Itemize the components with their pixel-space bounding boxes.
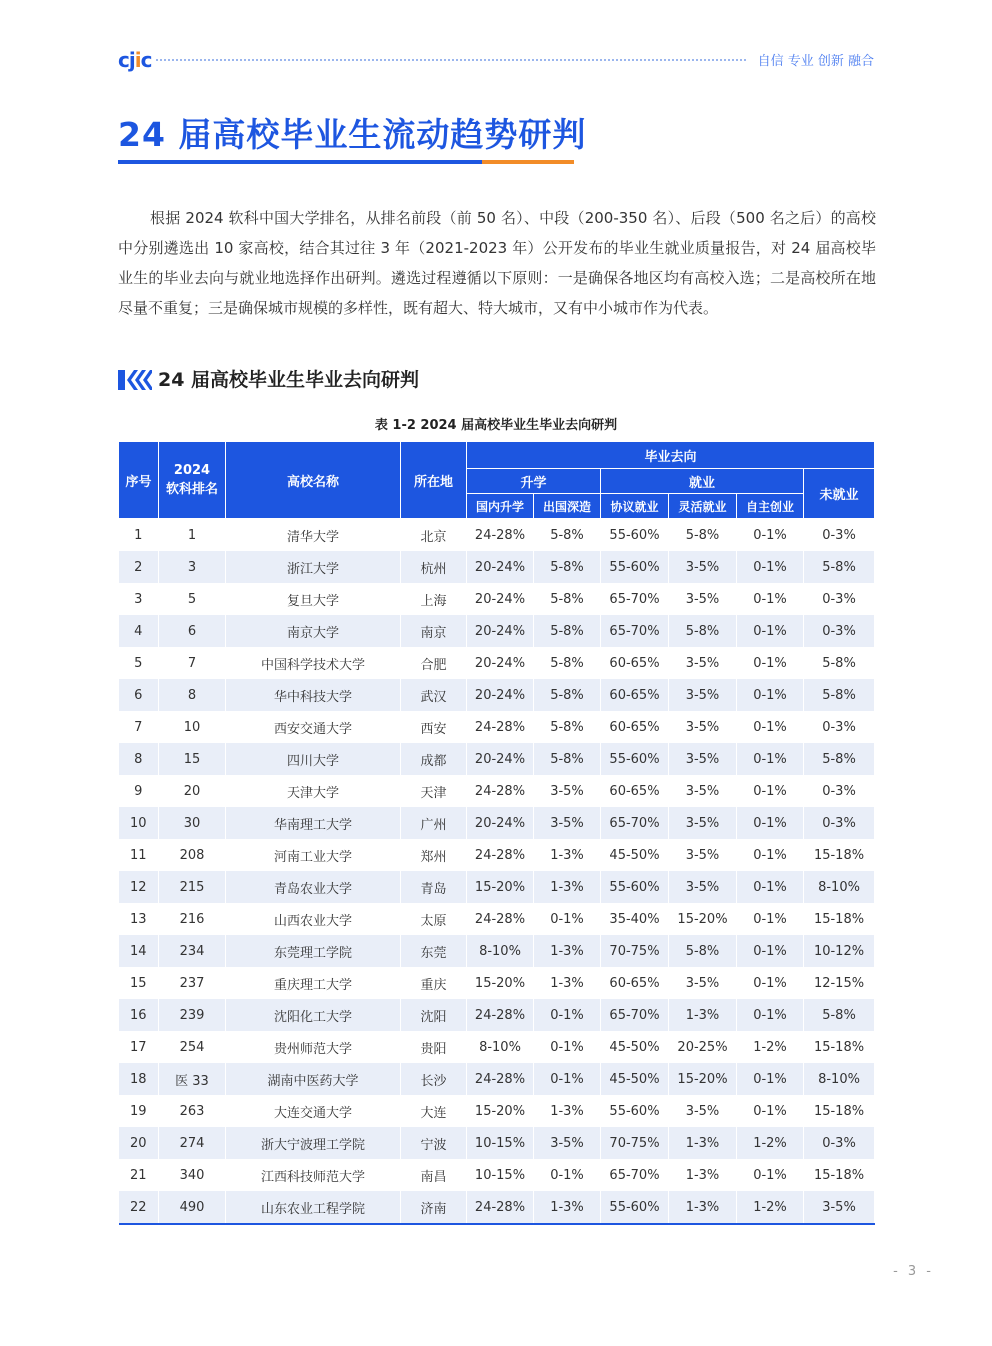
cell-location: 青岛 (401, 871, 467, 903)
cell-self-employed: 0-1% (737, 807, 804, 839)
cell-unemployed: 0-3% (804, 775, 875, 807)
cell-contract: 45-50% (601, 1031, 669, 1063)
cell-index: 10 (119, 807, 159, 839)
cell-rank: 208 (159, 839, 226, 871)
table-row (119, 647, 875, 679)
table-row (119, 1063, 875, 1095)
cell-domestic: 24-28% (467, 999, 534, 1031)
cell-school: 重庆理工大学 (226, 967, 401, 999)
header-rank-line1: 2024 (173, 463, 211, 478)
cell-self-employed: 0-1% (737, 647, 804, 679)
page-title-block (118, 112, 586, 158)
cell-index: 15 (119, 967, 159, 999)
cell-unemployed: 8-10% (804, 1063, 875, 1095)
table-row (119, 807, 875, 839)
cell-school: 山西农业大学 (226, 903, 401, 935)
cell-school: 中国科学技术大学 (226, 647, 401, 679)
cell-location: 长沙 (401, 1063, 467, 1095)
cell-abroad: 0-1% (534, 1063, 601, 1095)
cell-contract: 60-65% (601, 775, 669, 807)
cell-abroad: 0-1% (534, 1159, 601, 1191)
cell-unemployed: 15-18% (804, 1159, 875, 1191)
cell-rank: 254 (159, 1031, 226, 1063)
cell-domestic: 20-24% (467, 551, 534, 583)
cell-domestic: 15-20% (467, 871, 534, 903)
cell-unemployed: 5-8% (804, 551, 875, 583)
header-further-study: 升学 (467, 469, 601, 494)
cell-rank: 490 (159, 1191, 226, 1224)
cell-rank: 216 (159, 903, 226, 935)
cell-rank: 239 (159, 999, 226, 1031)
cell-school: 东莞理工学院 (226, 935, 401, 967)
table-row (119, 551, 875, 583)
cell-contract: 60-65% (601, 711, 669, 743)
cell-abroad: 3-5% (534, 807, 601, 839)
cell-contract: 55-60% (601, 1191, 669, 1224)
cell-domestic: 10-15% (467, 1159, 534, 1191)
cell-flexible: 3-5% (669, 775, 737, 807)
cell-flexible: 3-5% (669, 679, 737, 711)
header-destination: 毕业去向 (467, 442, 875, 469)
cell-school: 浙江大学 (226, 551, 401, 583)
cell-index: 2 (119, 551, 159, 583)
cell-contract: 65-70% (601, 807, 669, 839)
cell-location: 大连 (401, 1095, 467, 1127)
cell-flexible: 3-5% (669, 743, 737, 775)
header-location: 所在地 (401, 442, 467, 519)
table-row (119, 935, 875, 967)
cell-self-employed: 0-1% (737, 871, 804, 903)
cell-flexible: 3-5% (669, 967, 737, 999)
cell-contract: 55-60% (601, 743, 669, 775)
table-caption: 表 1-2 2024 届高校毕业生毕业去向研判 (374, 418, 618, 433)
cell-rank: 274 (159, 1127, 226, 1159)
cell-unemployed: 10-12% (804, 935, 875, 967)
cell-flexible: 5-8% (669, 935, 737, 967)
table-row (119, 999, 875, 1031)
cell-school: 沈阳化工大学 (226, 999, 401, 1031)
cell-rank: 医 33 (159, 1063, 226, 1095)
cell-location: 太原 (401, 903, 467, 935)
cell-flexible: 3-5% (669, 647, 737, 679)
cell-contract: 60-65% (601, 679, 669, 711)
cell-location: 济南 (401, 1191, 467, 1224)
table-row (119, 1127, 875, 1159)
cell-rank: 340 (159, 1159, 226, 1191)
cell-index: 7 (119, 711, 159, 743)
cell-flexible: 15-20% (669, 903, 737, 935)
cell-index: 17 (119, 1031, 159, 1063)
cell-contract: 65-70% (601, 1159, 669, 1191)
cell-abroad: 3-5% (534, 775, 601, 807)
cell-domestic: 24-28% (467, 519, 534, 552)
cell-contract: 55-60% (601, 1095, 669, 1127)
cell-school: 大连交通大学 (226, 1095, 401, 1127)
cell-abroad: 0-1% (534, 1031, 601, 1063)
table-row (119, 903, 875, 935)
cell-unemployed: 0-3% (804, 519, 875, 552)
cell-school: 青岛农业大学 (226, 871, 401, 903)
cell-location: 上海 (401, 583, 467, 615)
cell-self-employed: 0-1% (737, 903, 804, 935)
cell-location: 杭州 (401, 551, 467, 583)
header-unemployed: 未就业 (804, 469, 875, 519)
cell-unemployed: 0-3% (804, 807, 875, 839)
cell-abroad: 0-1% (534, 999, 601, 1031)
cell-school: 山东农业工程学院 (226, 1191, 401, 1224)
header-employment: 就业 (601, 469, 804, 494)
cell-abroad: 1-3% (534, 871, 601, 903)
cell-unemployed: 5-8% (804, 679, 875, 711)
cell-rank: 10 (159, 711, 226, 743)
cell-abroad: 5-8% (534, 679, 601, 711)
cell-rank: 8 (159, 679, 226, 711)
table-row (119, 871, 875, 903)
cell-abroad: 1-3% (534, 1191, 601, 1224)
cell-rank: 1 (159, 519, 226, 552)
cell-index: 14 (119, 935, 159, 967)
triple-chevron-icon (118, 370, 152, 390)
header-rank (159, 442, 226, 519)
cell-unemployed: 15-18% (804, 1031, 875, 1063)
cell-location: 宁波 (401, 1127, 467, 1159)
cell-rank: 5 (159, 583, 226, 615)
cell-domestic: 20-24% (467, 615, 534, 647)
intro-paragraph: 根据 2024 软科中国大学排名，从排名前段（前 50 名）、中段（200-350 名）、后段（500 名之后）的高校中分别遴选出 10 家高校，结合其过往 3 年（2021-2023 年）公开发布的毕业生就业质量报告，对 24 届高校毕业生的毕业去向与就业地选择作出研判。遴选过程遵循以下原则：一是确保各地区均有高校入选；二是高校所在地尽量不重复；三是确保城市规模的多样性，既有超大、特大城市，又有中小城市作为代表。 (118, 209, 876, 317)
cell-contract: 65-70% (601, 999, 669, 1031)
cell-contract: 55-60% (601, 871, 669, 903)
header-flexible: 灵活就业 (669, 494, 737, 519)
cell-self-employed: 1-2% (737, 1191, 804, 1224)
cell-abroad: 5-8% (534, 647, 601, 679)
table-row (119, 743, 875, 775)
cell-unemployed: 0-3% (804, 711, 875, 743)
cell-domestic: 24-28% (467, 775, 534, 807)
table-row (119, 615, 875, 647)
cell-school: 四川大学 (226, 743, 401, 775)
cell-flexible: 3-5% (669, 1095, 737, 1127)
cell-flexible: 3-5% (669, 839, 737, 871)
table-row (119, 711, 875, 743)
cell-unemployed: 0-3% (804, 1127, 875, 1159)
cell-domestic: 24-28% (467, 1191, 534, 1224)
cell-school: 清华大学 (226, 519, 401, 552)
cell-self-employed: 0-1% (737, 1095, 804, 1127)
cell-contract: 65-70% (601, 583, 669, 615)
cell-location: 沈阳 (401, 999, 467, 1031)
section-title: 24 届高校毕业生毕业去向研判 (158, 369, 420, 391)
cell-location: 南京 (401, 615, 467, 647)
table-row (119, 1159, 875, 1191)
cell-abroad: 5-8% (534, 519, 601, 552)
cell-location: 贵阳 (401, 1031, 467, 1063)
cell-flexible: 1-3% (669, 1159, 737, 1191)
page-title: 24 届高校毕业生流动趋势研判 (118, 115, 587, 154)
cell-school: 河南工业大学 (226, 839, 401, 871)
cell-rank: 237 (159, 967, 226, 999)
cell-domestic: 24-28% (467, 839, 534, 871)
cell-contract: 35-40% (601, 903, 669, 935)
header-domestic: 国内升学 (467, 494, 534, 519)
cell-abroad: 0-1% (534, 903, 601, 935)
table-row (119, 775, 875, 807)
cell-location: 武汉 (401, 679, 467, 711)
table-row (119, 839, 875, 871)
cell-self-employed: 0-1% (737, 743, 804, 775)
cell-school: 江西科技师范大学 (226, 1159, 401, 1191)
cell-rank: 15 (159, 743, 226, 775)
cell-abroad: 1-3% (534, 1095, 601, 1127)
cell-domestic: 20-24% (467, 583, 534, 615)
table-row (119, 967, 875, 999)
cell-contract: 45-50% (601, 839, 669, 871)
cell-abroad: 1-3% (534, 839, 601, 871)
cell-contract: 45-50% (601, 1063, 669, 1095)
cell-domestic: 24-28% (467, 711, 534, 743)
header-self-employed: 自主创业 (737, 494, 804, 519)
cell-school: 浙大宁波理工学院 (226, 1127, 401, 1159)
cell-contract: 60-65% (601, 647, 669, 679)
intro-paragraph-block (118, 203, 876, 323)
cell-flexible: 3-5% (669, 583, 737, 615)
cell-flexible: 5-8% (669, 519, 737, 552)
cell-self-employed: 0-1% (737, 583, 804, 615)
cell-rank: 234 (159, 935, 226, 967)
cell-unemployed: 3-5% (804, 1191, 875, 1224)
cell-self-employed: 1-2% (737, 1127, 804, 1159)
cell-rank: 7 (159, 647, 226, 679)
table-row (119, 1031, 875, 1063)
cell-abroad: 1-3% (534, 935, 601, 967)
cell-domestic: 10-15% (467, 1127, 534, 1159)
cell-unemployed: 5-8% (804, 743, 875, 775)
table-body (119, 519, 875, 1225)
cell-abroad: 5-8% (534, 615, 601, 647)
cell-location: 南昌 (401, 1159, 467, 1191)
cell-rank: 20 (159, 775, 226, 807)
cell-unemployed: 15-18% (804, 903, 875, 935)
cell-contract: 65-70% (601, 615, 669, 647)
cell-unemployed: 0-3% (804, 615, 875, 647)
cell-self-employed: 0-1% (737, 775, 804, 807)
cell-domestic: 20-24% (467, 679, 534, 711)
cell-self-employed: 0-1% (737, 935, 804, 967)
header-abroad: 出国深造 (534, 494, 601, 519)
cell-location: 北京 (401, 519, 467, 552)
cell-index: 11 (119, 839, 159, 871)
cell-index: 13 (119, 903, 159, 935)
cell-abroad: 5-8% (534, 583, 601, 615)
cell-index: 9 (119, 775, 159, 807)
cell-index: 4 (119, 615, 159, 647)
cell-school: 西安交通大学 (226, 711, 401, 743)
cell-flexible: 3-5% (669, 711, 737, 743)
cell-abroad: 5-8% (534, 743, 601, 775)
cell-abroad: 1-3% (534, 967, 601, 999)
cell-unemployed: 5-8% (804, 647, 875, 679)
cell-school: 天津大学 (226, 775, 401, 807)
header-slogan: 自信 专业 创新 融合 (757, 54, 874, 69)
table-row (119, 583, 875, 615)
cjic-logo: cjic (118, 48, 152, 72)
cell-contract: 55-60% (601, 551, 669, 583)
cell-self-employed: 0-1% (737, 999, 804, 1031)
cell-self-employed: 0-1% (737, 1063, 804, 1095)
cell-self-employed: 0-1% (737, 679, 804, 711)
cell-index: 3 (119, 583, 159, 615)
cell-index: 20 (119, 1127, 159, 1159)
header-contract: 协议就业 (601, 494, 669, 519)
table-row (119, 679, 875, 711)
cell-self-employed: 0-1% (737, 711, 804, 743)
cell-self-employed: 0-1% (737, 839, 804, 871)
cell-location: 东莞 (401, 935, 467, 967)
cell-location: 合肥 (401, 647, 467, 679)
cell-domestic: 24-28% (467, 903, 534, 935)
cell-self-employed: 0-1% (737, 615, 804, 647)
cell-domestic: 20-24% (467, 807, 534, 839)
cell-rank: 215 (159, 871, 226, 903)
cell-location: 郑州 (401, 839, 467, 871)
cell-rank: 263 (159, 1095, 226, 1127)
cell-index: 8 (119, 743, 159, 775)
cell-unemployed: 15-18% (804, 839, 875, 871)
cell-index: 16 (119, 999, 159, 1031)
header-dotted-divider (156, 59, 746, 61)
cell-contract: 60-65% (601, 967, 669, 999)
cell-index: 18 (119, 1063, 159, 1095)
cell-index: 19 (119, 1095, 159, 1127)
cell-flexible: 3-5% (669, 551, 737, 583)
cell-domestic: 15-20% (467, 967, 534, 999)
cell-flexible: 20-25% (669, 1031, 737, 1063)
cell-location: 西安 (401, 711, 467, 743)
cell-school: 复旦大学 (226, 583, 401, 615)
cell-flexible: 3-5% (669, 871, 737, 903)
cell-rank: 30 (159, 807, 226, 839)
cell-index: 6 (119, 679, 159, 711)
cell-flexible: 3-5% (669, 807, 737, 839)
cell-index: 12 (119, 871, 159, 903)
table-row (119, 1191, 875, 1224)
cell-contract: 55-60% (601, 519, 669, 552)
cell-school: 华南理工大学 (226, 807, 401, 839)
cell-domestic: 8-10% (467, 1031, 534, 1063)
cell-abroad: 5-8% (534, 711, 601, 743)
cell-school: 南京大学 (226, 615, 401, 647)
title-underline (118, 160, 482, 164)
cell-index: 5 (119, 647, 159, 679)
table-row (119, 519, 875, 552)
cell-unemployed: 12-15% (804, 967, 875, 999)
cell-domestic: 24-28% (467, 1063, 534, 1095)
cell-index: 21 (119, 1159, 159, 1191)
cell-abroad: 3-5% (534, 1127, 601, 1159)
cell-index: 22 (119, 1191, 159, 1224)
page-number: - 3 - (893, 1264, 934, 1279)
cell-self-employed: 1-2% (737, 1031, 804, 1063)
cell-school: 湖南中医药大学 (226, 1063, 401, 1095)
cell-domestic: 8-10% (467, 935, 534, 967)
cell-abroad: 5-8% (534, 551, 601, 583)
cell-school: 华中科技大学 (226, 679, 401, 711)
table-row (119, 1095, 875, 1127)
cell-unemployed: 8-10% (804, 871, 875, 903)
cell-contract: 70-75% (601, 1127, 669, 1159)
cell-flexible: 15-20% (669, 1063, 737, 1095)
cell-self-employed: 0-1% (737, 519, 804, 552)
cell-unemployed: 15-18% (804, 1095, 875, 1127)
cell-flexible: 1-3% (669, 999, 737, 1031)
header-rank-line2: 软科排名 (165, 482, 218, 497)
cell-rank: 3 (159, 551, 226, 583)
cell-flexible: 5-8% (669, 615, 737, 647)
cell-self-employed: 0-1% (737, 551, 804, 583)
cell-flexible: 1-3% (669, 1191, 737, 1224)
cell-unemployed: 5-8% (804, 999, 875, 1031)
cell-unemployed: 0-3% (804, 583, 875, 615)
graduate-destination-table (118, 441, 875, 1225)
cell-school: 贵州师范大学 (226, 1031, 401, 1063)
cell-self-employed: 0-1% (737, 967, 804, 999)
cell-location: 重庆 (401, 967, 467, 999)
header-index: 序号 (119, 442, 159, 519)
cell-contract: 70-75% (601, 935, 669, 967)
cell-flexible: 1-3% (669, 1127, 737, 1159)
page-header (118, 44, 874, 74)
cell-domestic: 15-20% (467, 1095, 534, 1127)
cell-domestic: 20-24% (467, 743, 534, 775)
cell-location: 天津 (401, 775, 467, 807)
header-school: 高校名称 (226, 442, 401, 519)
cell-rank: 6 (159, 615, 226, 647)
cell-location: 成都 (401, 743, 467, 775)
cell-domestic: 20-24% (467, 647, 534, 679)
cell-self-employed: 0-1% (737, 1159, 804, 1191)
title-underline-accent (482, 160, 574, 164)
cell-location: 广州 (401, 807, 467, 839)
cell-index: 1 (119, 519, 159, 552)
